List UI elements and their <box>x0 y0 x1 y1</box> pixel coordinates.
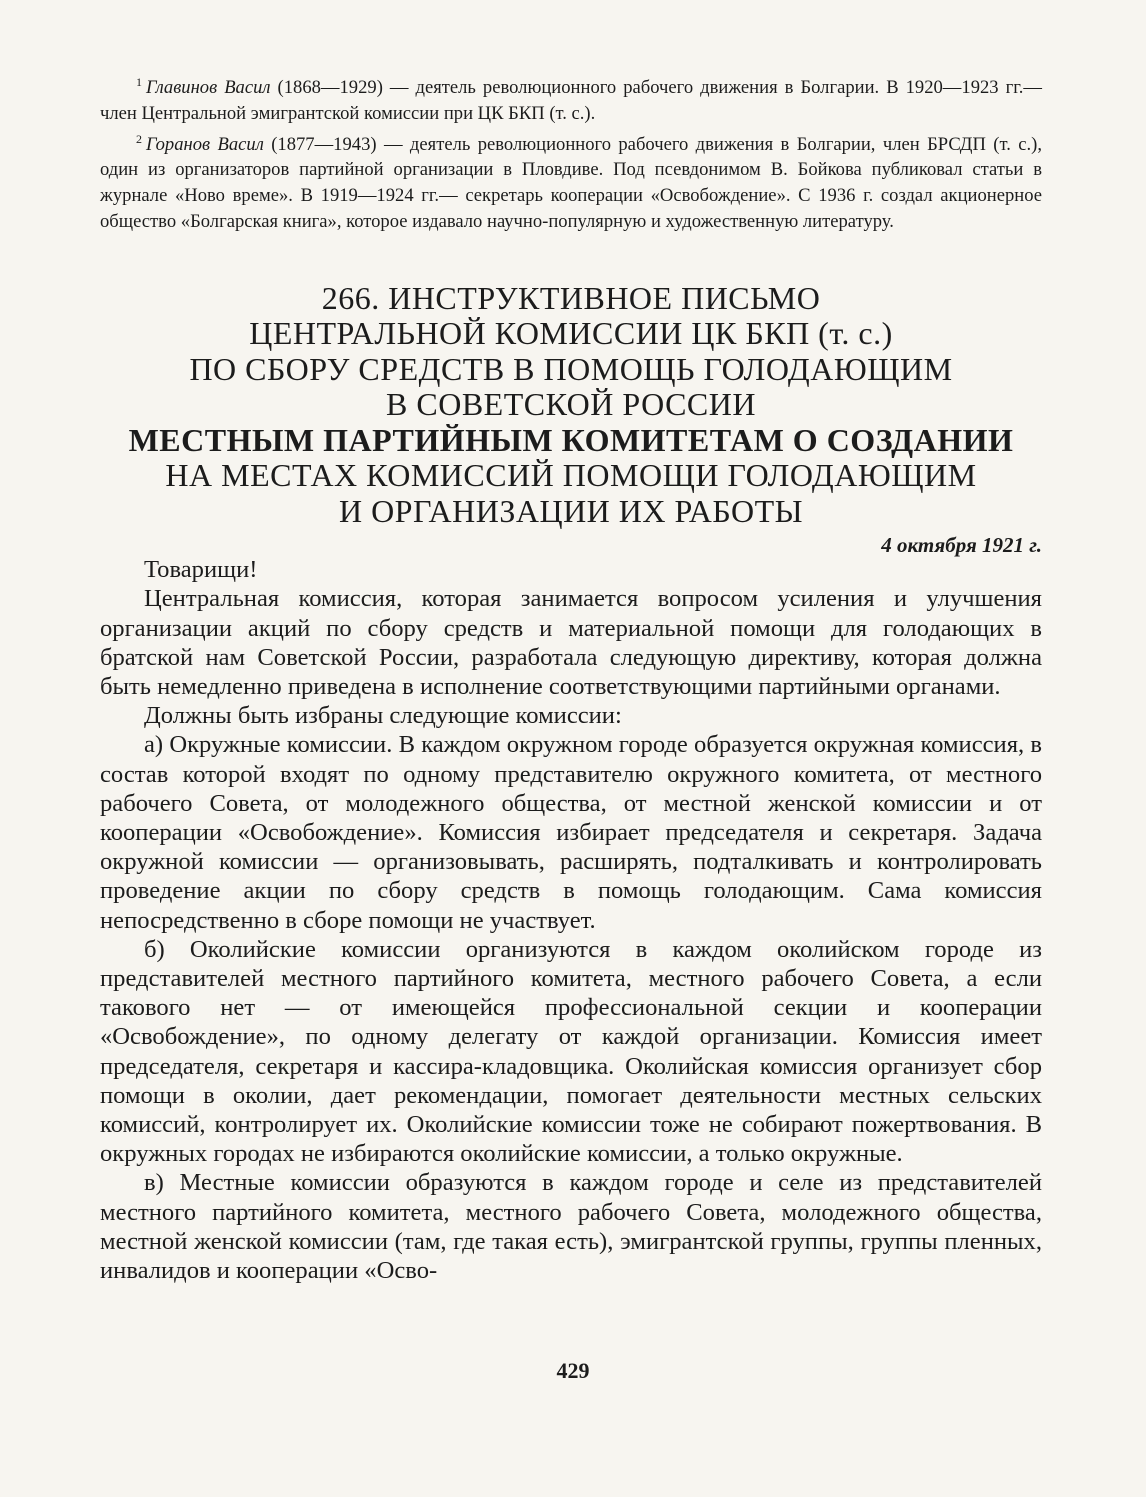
title-line: ПО СБОРУ СРЕДСТВ В ПОМОЩЬ ГОЛОДАЮЩИМ <box>189 350 953 387</box>
footnote-1 <box>100 70 1042 127</box>
footnote-text: (1877—1943) — деятель революционного рабочего движения в Болгарии, член БРСДП (т. с.), один из организаторов партийной организации в Пловдиве. Под псевдонимом В. Бойкова публиковал статьи в журнале «Ново време». В 1919—1924 гг.— секретарь кооперации «Освобождение». С 1936 г. создал акционерное общество «Болгарская книга», которое издавало научно-популярную и художественную литературу. <box>100 133 1042 232</box>
footnote-name: Главинов Васил <box>146 77 271 99</box>
title-line: НА МЕСТАХ КОМИССИЙ ПОМОЩИ ГОЛОДАЮЩИМ <box>165 457 977 494</box>
body-paragraph: в) Местные комиссии образуются в каждом городе и селе из представителей местного партийного комитета, местного рабочего Совета, молодежного общества, местной женской комиссии (там, где такая есть), эмигрантской группы, группы пленных, инвалидов и кооперации «Осво- <box>100 1169 1042 1284</box>
body-paragraph: Должны быть избраны следующие комиссии: <box>144 702 622 730</box>
footnote-marker: 2 <box>136 131 142 146</box>
footnote-marker: 1 <box>136 75 142 89</box>
document-body <box>100 555 1042 1285</box>
footnote-2 <box>100 127 1042 235</box>
document-date: 4 октября 1921 г. <box>881 533 1042 558</box>
body-paragraph: Центральная комиссия, которая занимается вопросом усиления и улучшения организации акций по сбору средств и материальной помощи для голодающих в братской нам Советской России, разработала следующую директиву, которая должна быть немедленно приведена в исполнение соответствующими партийными органами. <box>100 585 1042 700</box>
title-line: В СОВЕТСКОЙ РОССИИ <box>386 386 756 423</box>
document-title <box>100 281 1042 530</box>
title-line: МЕСТНЫМ ПАРТИЙНЫМ КОМИТЕТАМ О СОЗДАНИИ <box>128 421 1014 458</box>
salutation: Товарищи! <box>144 556 258 584</box>
title-line: ЦЕНТРАЛЬНОЙ КОМИССИИ ЦК БКП (т. с.) <box>249 315 893 352</box>
footnote-name: Горанов Васил <box>146 133 264 155</box>
body-paragraph: а) Окружные комиссии. В каждом окружном городе образуется окружная комиссия, в состав которой входят по одному представителю окружного комитета, от местного рабочего Совета, от молодежного общества, от местной женской комиссии и от кооперации «Освобождение». Комиссия избирает председателя и секретаря. Задача окружной комиссии — организовывать, расширять, подталкивать и контролировать проведение акции по сбору средств в помощь голодающим. Сама комиссия непосредственно в сборе помощи не участвует. <box>100 731 1042 934</box>
footnotes <box>100 70 1042 235</box>
title-line: 266. ИНСТРУКТИВНОЕ ПИСЬМО <box>321 279 821 316</box>
title-line: И ОРГАНИЗАЦИИ ИХ РАБОТЫ <box>338 492 804 529</box>
document-page <box>100 70 1042 1285</box>
body-paragraph: б) Околийские комиссии организуются в каждом околийском городе из представителей местного партийного комитета, местного рабочего Совета, а если такового нет — от имеющейся профессиональной секции и кооперации «Освобождение», по одному делегату от каждой организации. Комиссия имеет председателя, секретаря и кассира-кладовщика. Околийская комиссия организует сбор помощи в околии, дает рекомендации, помогает деятельности местных сельских комиссий, контролирует их. Околийские комиссии тоже не собирают пожертвования. В окружных городах не избираются околийские комиссии, а только окружные. <box>100 935 1042 1168</box>
footnote-text: (1868—1929) — деятель революционного рабочего движения в Болгарии. В 1920—1923 гг.— член Центральной эмигрантской комиссии при ЦК БКП (т. с.). <box>100 77 1042 124</box>
page-number: 429 <box>556 1358 590 1383</box>
